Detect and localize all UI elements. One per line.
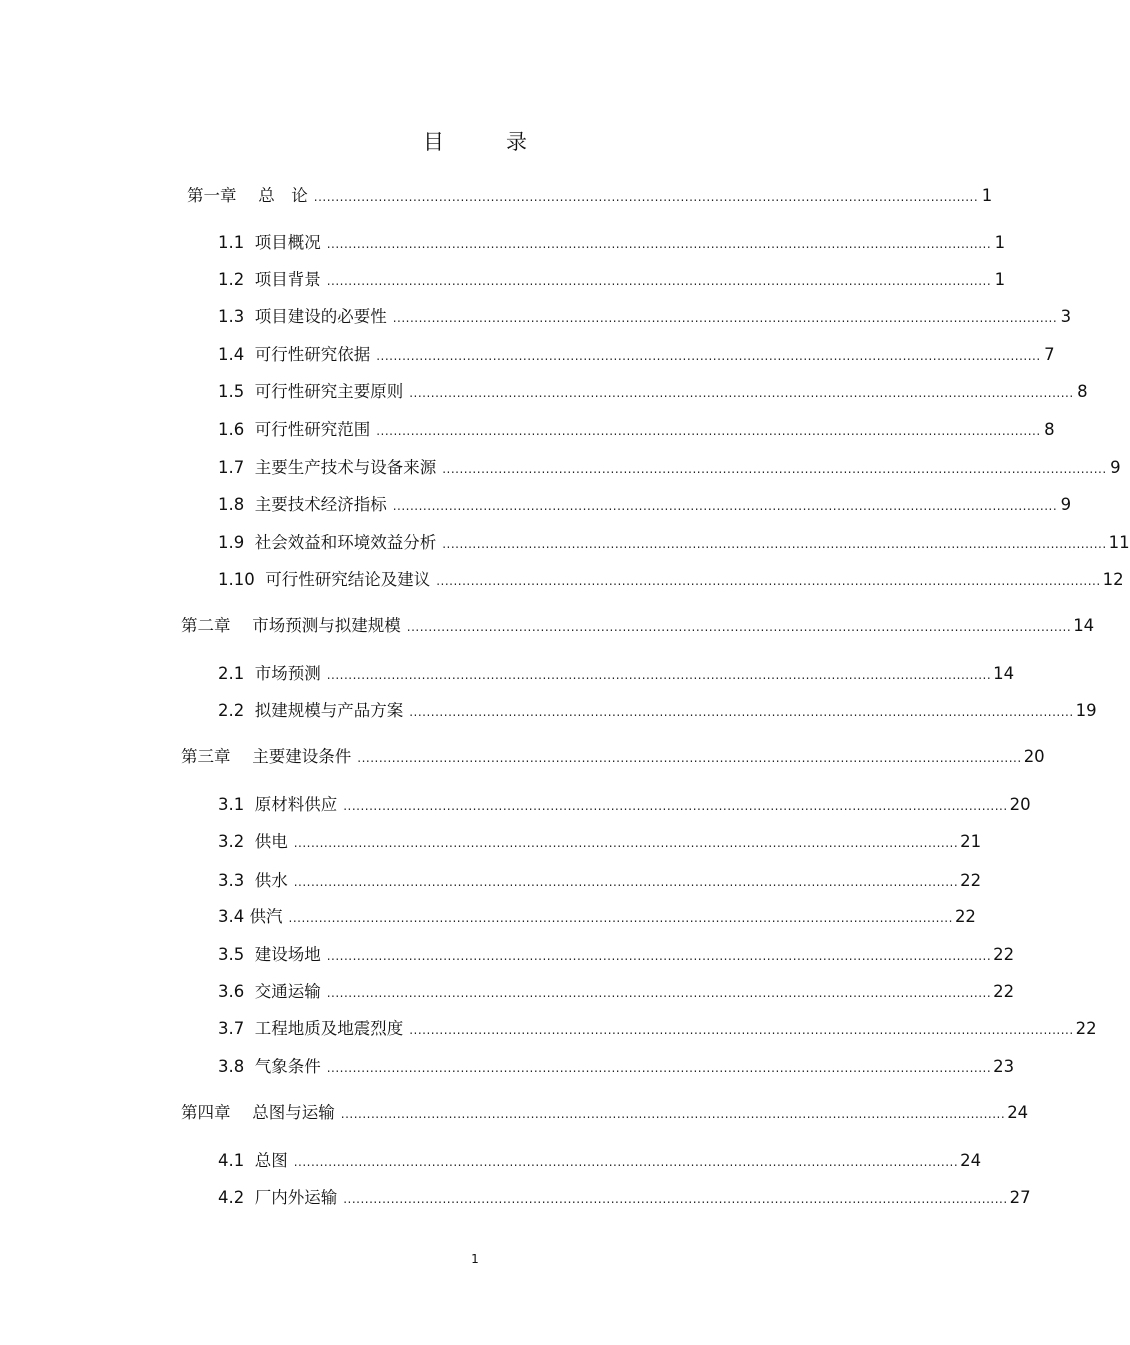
toc-chapter-4[interactable] — [181, 1099, 1029, 1123]
toc-leader-dots: .......................................................................................................................................................... — [357, 751, 1022, 765]
toc-entry-page: 9 — [1110, 458, 1121, 477]
toc-leader-dots: .......................................................................................................................................................... — [288, 911, 953, 925]
toc-entry-label: 1.4 可行性研究依据 — [218, 345, 371, 364]
toc-section-3-1[interactable] — [218, 791, 1031, 815]
toc-leader-dots: .......................................................................................................................................................... — [326, 949, 992, 963]
toc-entry-page: 14 — [993, 664, 1015, 683]
toc-entry-page: 27 — [1009, 1188, 1031, 1207]
toc-entry-label: 2.2 拟建规模与产品方案 — [218, 701, 404, 720]
toc-entry-page: 22 — [993, 982, 1015, 1001]
toc-section-3-2[interactable] — [218, 828, 982, 852]
toc-leader-dots: .......................................................................................................................................................... — [343, 1192, 1008, 1206]
toc-leader-dots: .......................................................................................................................................................... — [326, 237, 992, 251]
toc-entry-label: 3.7 工程地质及地震烈度 — [218, 1019, 404, 1038]
toc-leader-dots: .......................................................................................................................................................... — [436, 574, 1101, 588]
toc-entry-label: 1.10 可行性研究结论及建议 — [218, 570, 431, 589]
toc-leader-dots: .......................................................................................................................................................... — [406, 620, 1072, 634]
toc-leader-dots: .......................................................................................................................................................... — [293, 836, 959, 850]
toc-entry-label: 1.6 可行性研究范围 — [218, 420, 371, 439]
toc-entry-page: 1 — [994, 270, 1006, 289]
toc-leader-dots: .......................................................................................................................................................... — [376, 349, 1041, 363]
toc-entry-page: 8 — [1077, 382, 1088, 401]
toc-entry-page: 9 — [1060, 495, 1072, 514]
toc-leader-dots: .......................................................................................................................................................... — [442, 462, 1107, 476]
toc-leader-dots: .......................................................................................................................................................... — [343, 799, 1008, 813]
toc-entry-label: 3.3 供水 — [218, 871, 288, 890]
toc-entry-page: 21 — [960, 832, 982, 851]
toc-entry-page: 24 — [960, 1151, 982, 1170]
toc-entry-label: 3.8 气象条件 — [218, 1057, 321, 1076]
toc-section-1-3[interactable] — [218, 303, 1072, 327]
toc-section-4-2[interactable] — [218, 1184, 1031, 1208]
toc-section-3-3[interactable] — [218, 867, 982, 891]
toc-entry-page: 8 — [1044, 420, 1055, 439]
toc-entry-page: 24 — [1007, 1103, 1029, 1122]
toc-entry-label: 第三章 主要建设条件 — [181, 747, 352, 766]
toc-section-3-8[interactable] — [218, 1053, 1015, 1077]
toc-leader-dots: .......................................................................................................................................................... — [340, 1107, 1006, 1121]
title-char-right: 录 — [506, 130, 527, 154]
toc-entry-label: 1.8 主要技术经济指标 — [218, 495, 387, 514]
toc-leader-dots: .......................................................................................................................................................... — [326, 1061, 992, 1075]
toc-section-1-1[interactable] — [218, 229, 1006, 253]
toc-section-3-6[interactable] — [218, 978, 1015, 1002]
page-number: 1 — [471, 1252, 479, 1266]
toc-entry-label: 3.1 原材料供应 — [218, 795, 338, 814]
toc-entry-label: 2.1 市场预测 — [218, 664, 321, 683]
toc-leader-dots: .......................................................................................................................................................... — [409, 1023, 1074, 1037]
toc-section-3-4[interactable] — [218, 903, 976, 927]
toc-section-2-1[interactable] — [218, 660, 1015, 684]
toc-leader-dots: .......................................................................................................................................................... — [293, 875, 959, 889]
toc-section-1-6[interactable] — [218, 416, 1055, 440]
toc-section-3-7[interactable] — [218, 1015, 1097, 1039]
toc-entry-label: 1.9 社会效益和环境效益分析 — [218, 533, 437, 552]
toc-leader-dots: .......................................................................................................................................................... — [326, 274, 992, 288]
toc-entry-page: 20 — [1009, 795, 1031, 814]
toc-entry-label: 第四章 总图与运输 — [181, 1103, 335, 1122]
toc-entry-page: 20 — [1023, 747, 1045, 766]
toc-entry-page: 1 — [981, 186, 993, 205]
toc-entry-page: 22 — [954, 907, 976, 926]
toc-entry-page: 19 — [1075, 701, 1097, 720]
toc-section-4-1[interactable] — [218, 1147, 982, 1171]
title-char-left: 目 — [423, 130, 444, 154]
toc-entry-label: 3.5 建设场地 — [218, 945, 321, 964]
toc-leader-dots: .......................................................................................................................................................... — [326, 986, 992, 1000]
toc-entry-page: 11 — [1108, 533, 1130, 552]
toc-section-1-8[interactable] — [218, 491, 1072, 515]
toc-entry-label: 1.2 项目背景 — [218, 270, 321, 289]
toc-section-1-10[interactable] — [218, 566, 1124, 590]
toc-entry-label: 3.6 交通运输 — [218, 982, 321, 1001]
toc-chapter-3[interactable] — [181, 743, 1045, 767]
toc-entry-label: 4.2 厂内外运输 — [218, 1188, 338, 1207]
toc-entry-page: 22 — [993, 945, 1015, 964]
toc-leader-dots: .......................................................................................................................................................... — [392, 311, 1058, 325]
toc-entry-label: 1.1 项目概况 — [218, 233, 321, 252]
toc-leader-dots: .......................................................................................................................................................... — [326, 668, 992, 682]
toc-entry-label: 第一章 总 论 — [187, 186, 308, 205]
toc-section-1-4[interactable] — [218, 341, 1055, 365]
toc-section-1-5[interactable] — [218, 378, 1088, 402]
toc-chapter-2[interactable] — [181, 612, 1095, 636]
toc-leader-dots: .......................................................................................................................................................... — [293, 1155, 959, 1169]
toc-entry-label: 1.3 项目建设的必要性 — [218, 307, 387, 326]
toc-entry-label: 3.4 供汽 — [218, 907, 283, 926]
toc-entry-label: 4.1 总图 — [218, 1151, 288, 1170]
toc-entry-page: 3 — [1060, 307, 1072, 326]
toc-entry-label: 3.2 供电 — [218, 832, 288, 851]
toc-entry-page: 23 — [993, 1057, 1015, 1076]
toc-leader-dots: .......................................................................................................................................................... — [409, 705, 1074, 719]
toc-section-3-5[interactable] — [218, 941, 1015, 965]
toc-section-2-2[interactable] — [218, 697, 1097, 721]
toc-leader-dots: .......................................................................................................................................................... — [376, 424, 1041, 438]
toc-entry-page: 22 — [1075, 1019, 1097, 1038]
toc-leader-dots: .......................................................................................................................................................... — [409, 386, 1074, 400]
toc-leader-dots: .......................................................................................................................................................... — [442, 537, 1107, 551]
toc-leader-dots: .......................................................................................................................................................... — [313, 190, 979, 204]
toc-entry-page: 14 — [1073, 616, 1095, 635]
toc-leader-dots: .......................................................................................................................................................... — [392, 499, 1058, 513]
toc-entry-label: 1.5 可行性研究主要原则 — [218, 382, 404, 401]
toc-entry-page: 7 — [1044, 345, 1055, 364]
toc-section-1-2[interactable] — [218, 266, 1006, 290]
toc-entry-label: 第二章 市场预测与拟建规模 — [181, 616, 401, 635]
toc-entry-page: 22 — [960, 871, 982, 890]
toc-entry-page: 1 — [994, 233, 1006, 252]
toc-entry-page: 12 — [1102, 570, 1124, 589]
toc-section-1-9[interactable] — [218, 529, 1130, 553]
toc-chapter-1[interactable] — [187, 182, 993, 206]
toc-section-1-7[interactable] — [218, 454, 1121, 478]
toc-entry-label: 1.7 主要生产技术与设备来源 — [218, 458, 437, 477]
